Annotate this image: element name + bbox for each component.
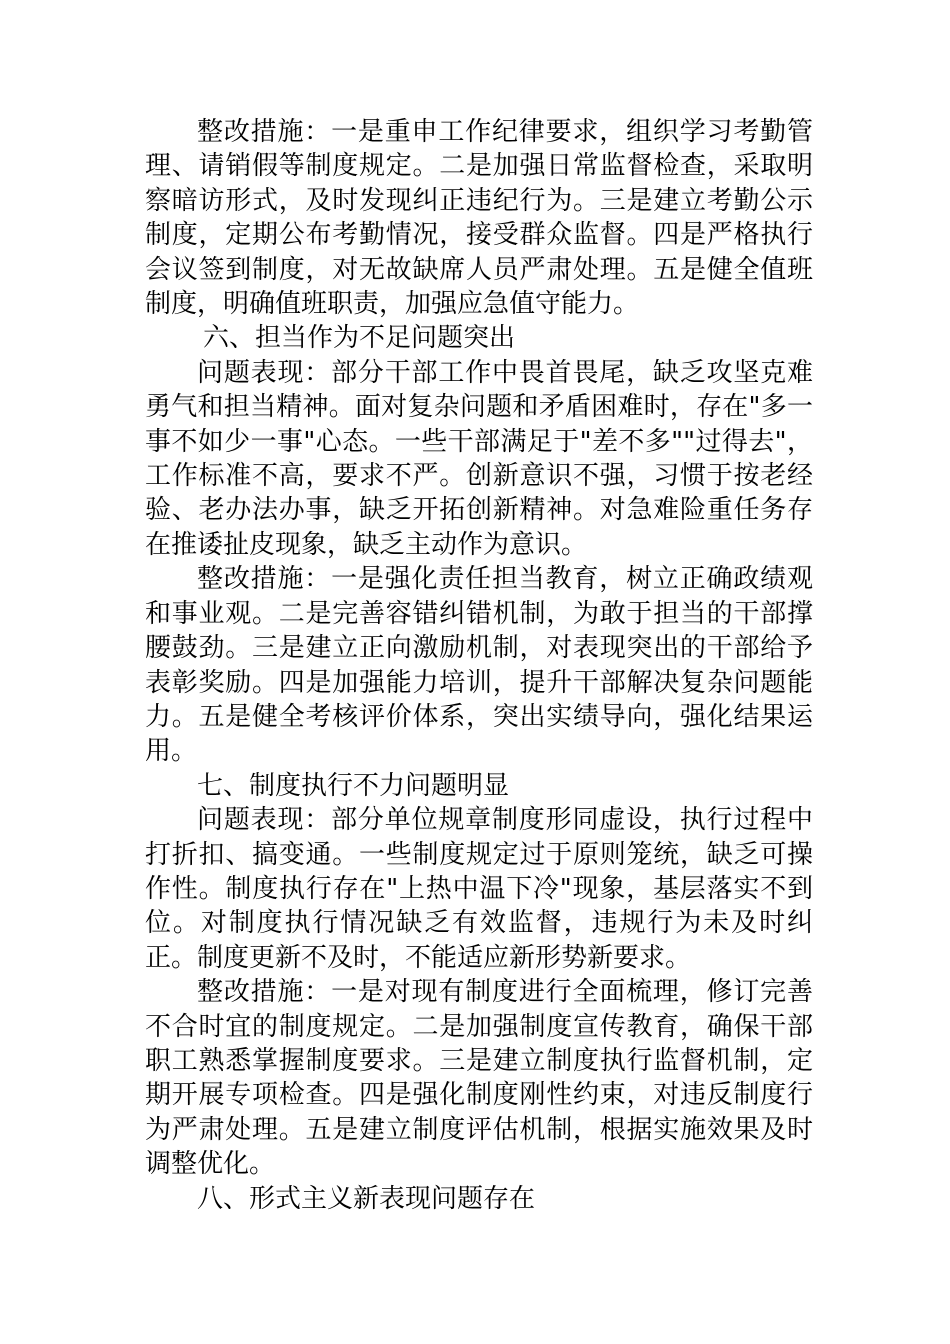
rectification-measures-paragraph-6: 整改措施：一是强化责任担当教育，树立正确政绩观和事业观。二是完善容错纠错机制，为敢于担当的干部撑腰鼓劲。三是建立正向激励机制，对表现突出的干部给予表彰奖励。四是加强能力培训，提升干部解决复杂问题能力。五是健全考核评价体系，突出实绩导向，强化结果运用。 [145,564,813,767]
section-heading-7: 七、制度执行不力问题明显 [197,770,510,801]
section-heading-8: 八、形式主义新表现问题存在 [197,1183,536,1214]
problem-description-paragraph-6: 问题表现：部分干部工作中畏首畏尾，缺乏攻坚克难勇气和担当精神。面对复杂问题和矛盾困难时，存在"多一事不如少一事"心态。一些干部满足于"差不多""过得去"，工作标准不高，要求不严。创新意识不强，习惯于按老经验、老办法办事，缺乏开拓创新精神。对急难险重任务存在推诿扯皮现象，缺乏主动作为意识。 [145,357,813,560]
document-body [145,115,813,1216]
rectification-measures-paragraph-5: 整改措施：一是重申工作纪律要求，组织学习考勤管理、请销假等制度规定。二是加强日常监督检查，采取明察暗访形式，及时发现纠正违纪行为。三是建立考勤公示制度，定期公布考勤情况，接受群众监督。四是严格执行会议签到制度，对无故缺席人员严肃处理。五是健全值班制度，明确值班职责，加强应急值守能力。 [145,117,813,320]
rectification-measures-paragraph-7: 整改措施：一是对现有制度进行全面梳理，修订完善不合时宜的制度规定。二是加强制度宣传教育，确保干部职工熟悉掌握制度要求。三是建立制度执行监督机制，定期开展专项检查。四是强化制度刚性约束，对违反制度行为严肃处理。五是建立制度评估机制，根据实施效果及时调整优化。 [145,977,813,1180]
section-heading-6: 六、担当作为不足问题突出 [203,323,516,354]
problem-description-paragraph-7: 问题表现：部分单位规章制度形同虚设，执行过程中打折扣、搞变通。一些制度规定过于原则笼统，缺乏可操作性。制度执行存在"上热中温下冷"现象，基层落实不到位。对制度执行情况缺乏有效监督，违规行为未及时纠正。制度更新不及时，不能适应新形势新要求。 [145,805,813,973]
